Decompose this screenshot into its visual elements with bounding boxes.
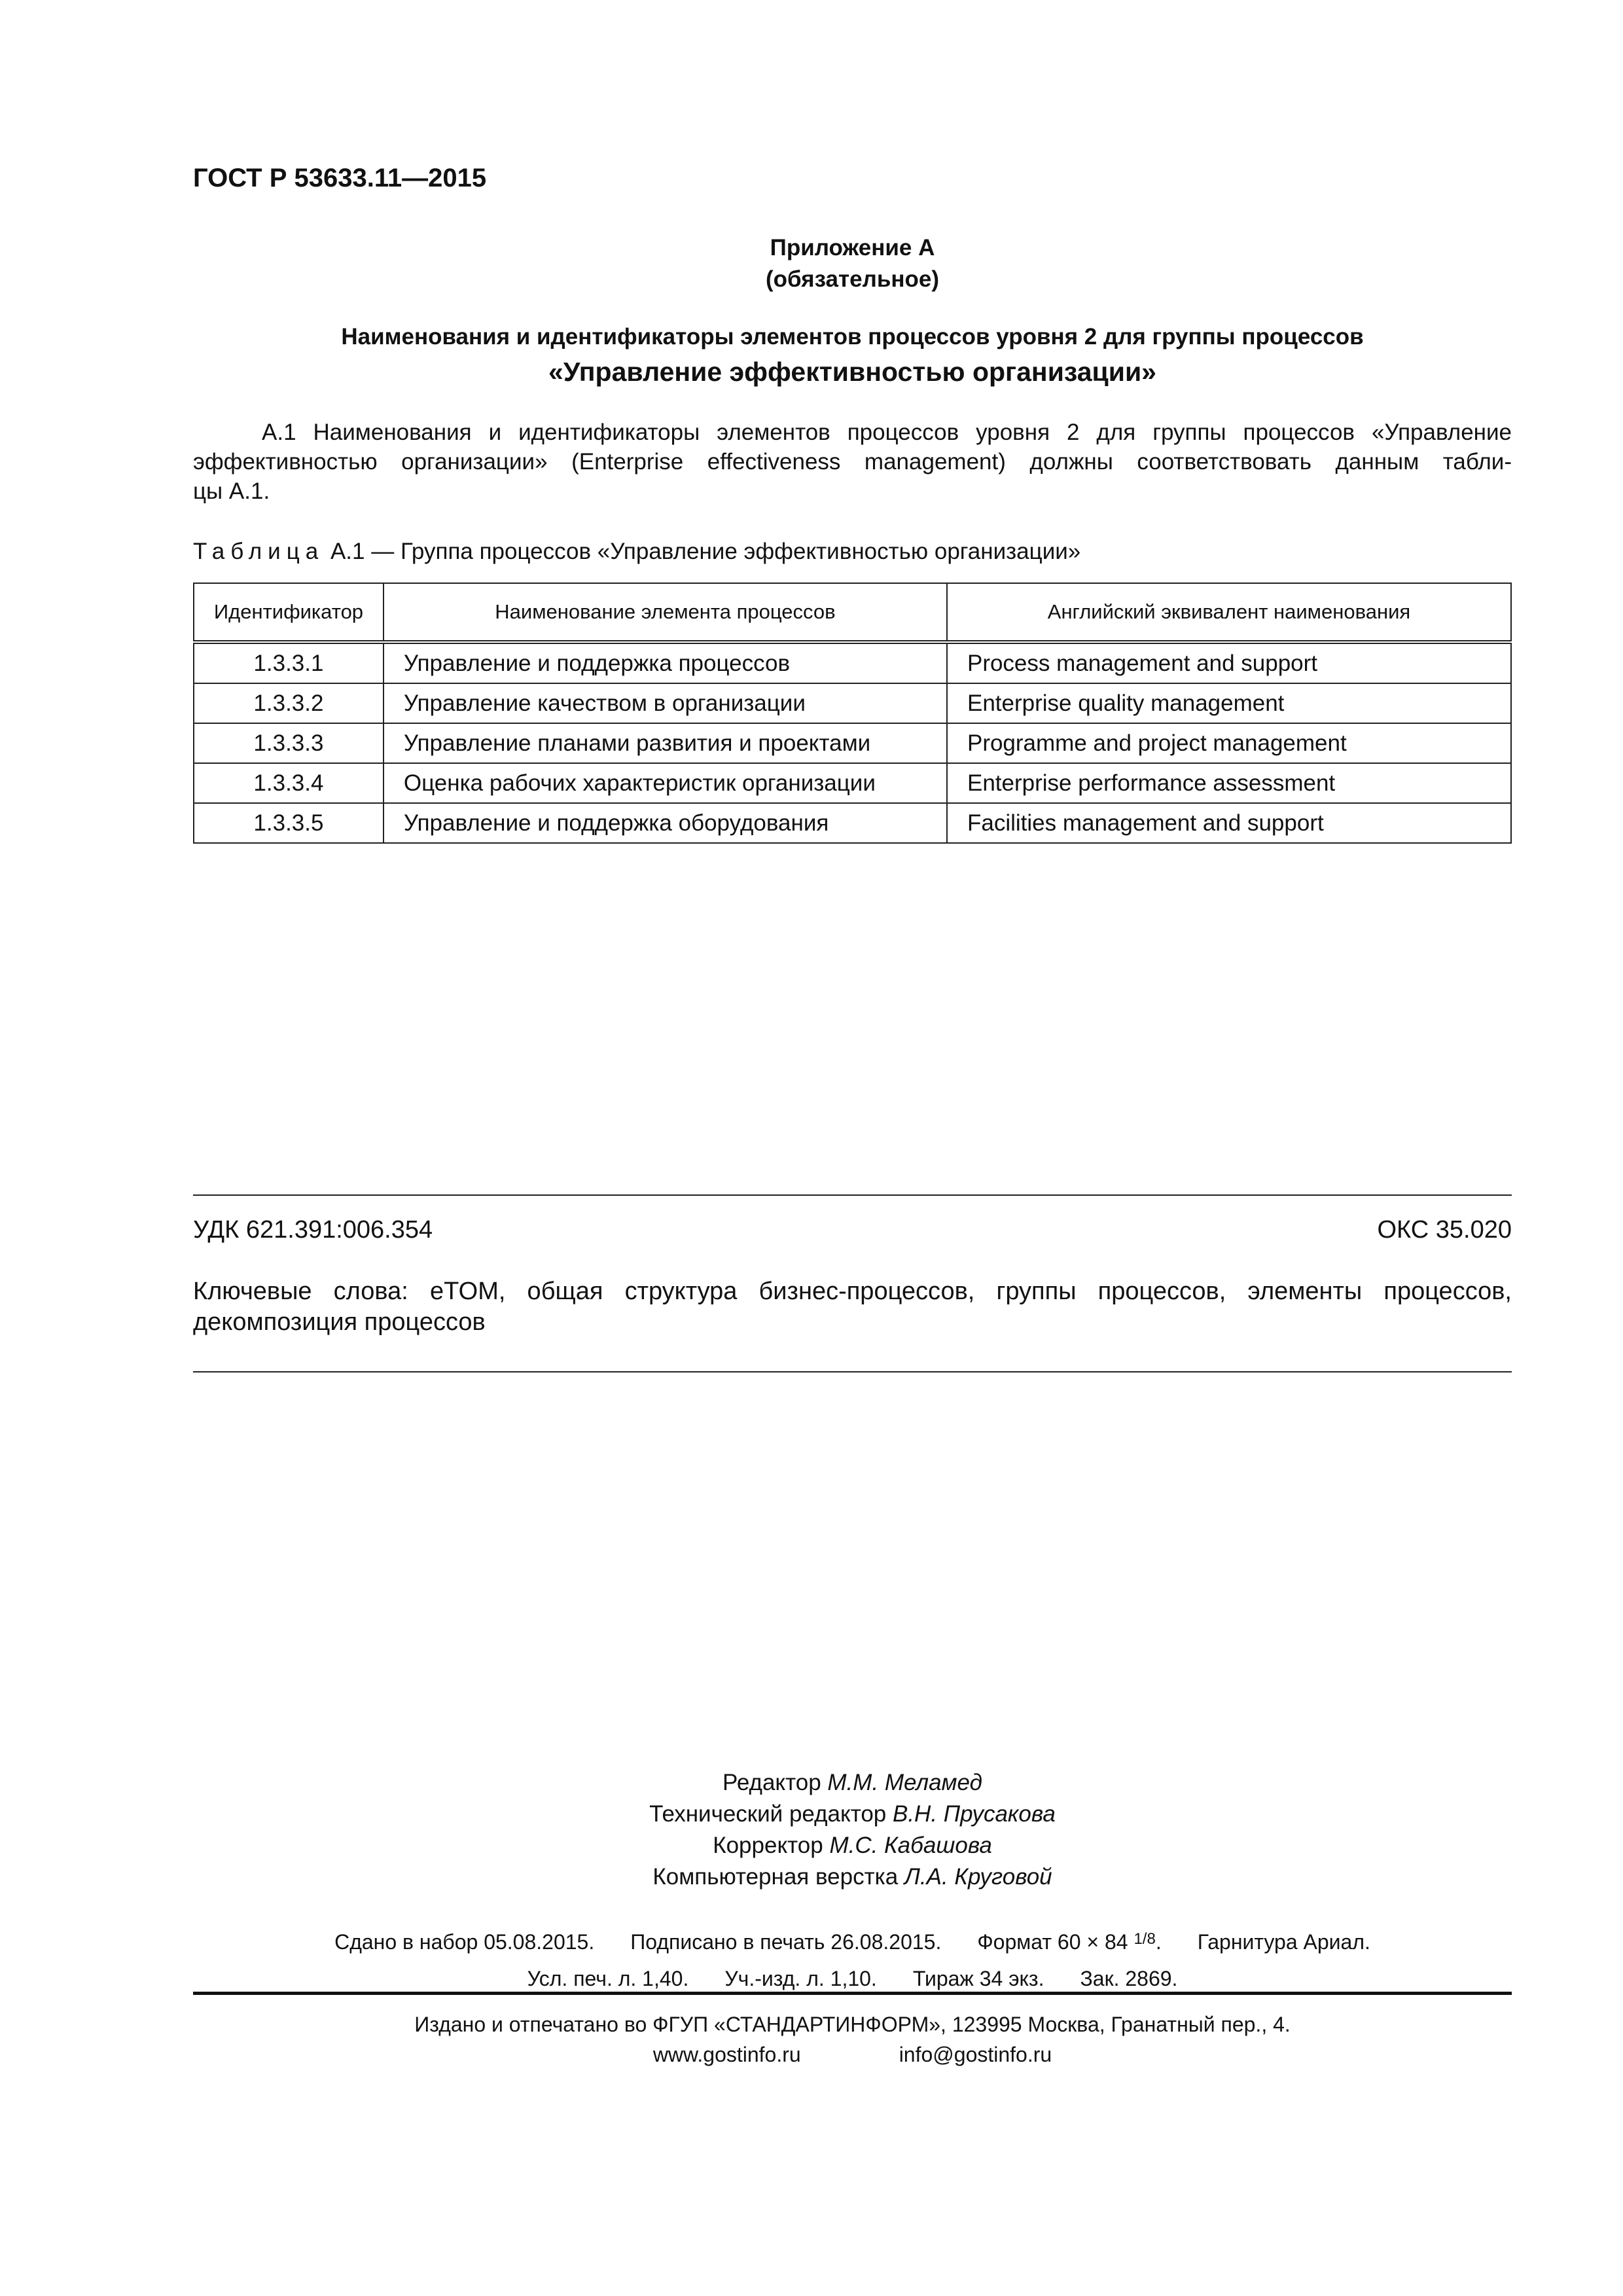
publisher-rule	[193, 1992, 1512, 1995]
keywords-line: Ключевые слова: eTOM, общая структура бизнес-процессов, группы процессов, элементы процессов,	[193, 1278, 1512, 1305]
cell-element-name: Управление качеством в организации	[383, 683, 947, 723]
imprint-circulation: Тираж 34 экз.	[912, 1967, 1044, 1990]
credit-editor	[193, 1767, 1512, 1799]
header-identifier: Идентификатор	[194, 583, 383, 642]
table-caption	[193, 539, 1080, 565]
imprint-block	[193, 1921, 1512, 1997]
table-row	[194, 723, 1511, 763]
udk-code: УДК 621.391:006.354	[193, 1216, 433, 1244]
imprint-signed: Подписано в печать 26.08.2015.	[630, 1930, 942, 1954]
publisher-email-link[interactable]: info@gostinfo.ru	[899, 2043, 1052, 2066]
imprint-line1: Сдано в набор 05.08.2015. Подписано в печать 26.08.2015. Формат 60 × 84 $^{1/8}$. Гарнитура Ариал.	[334, 1930, 1370, 1954]
table-caption-prefix: Таблица	[193, 539, 325, 564]
credits-block	[193, 1767, 1512, 1893]
cell-element-name: Оценка рабочих характеристик организации	[383, 763, 947, 803]
credit-name: В.Н. Прусакова	[892, 1801, 1056, 1827]
publisher-contacts	[193, 2039, 1512, 2070]
cell-english-equivalent: Programme and project management	[947, 723, 1511, 763]
credit-name: Л.А. Круговой	[904, 1864, 1052, 1890]
publisher-line: Издано и отпечатано во ФГУП «СТАНДАРТИНФОРМ», 123995 Москва, Гранатный пер., 4.	[414, 2013, 1291, 2036]
publisher-website-link[interactable]: www.gostinfo.ru	[652, 2043, 801, 2066]
process-table	[193, 583, 1512, 844]
credit-layout	[193, 1861, 1512, 1893]
cell-element-name: Управление и поддержка процессов	[383, 642, 947, 683]
classification-bottom-rule	[193, 1371, 1512, 1372]
header-english-equivalent: Английский эквивалент наименования	[947, 583, 1511, 642]
cell-identifier: 1.3.3.2	[194, 683, 383, 723]
imprint-order: Зак. 2869.	[1080, 1967, 1178, 1990]
header-element-name: Наименование элемента процессов	[383, 583, 947, 642]
table-row	[194, 683, 1511, 723]
appendix-heading-line1: Наименования и идентификаторы элементов процессов уровня 2 для группы процессов	[341, 324, 1364, 350]
document-code: ГОСТ Р 53633.11—2015	[193, 164, 487, 192]
paragraph-line: эффективностью организации» (Enterprise effectiveness management) должны соответствовать данным табли-	[193, 449, 1512, 475]
credit-tech-editor	[193, 1799, 1512, 1830]
imprint-submitted: Сдано в набор 05.08.2015.	[334, 1930, 595, 1954]
appendix-title-block	[193, 232, 1512, 295]
imprint-format: Формат 60 × 84	[977, 1930, 1128, 1954]
classification-top-rule	[193, 1194, 1512, 1196]
cell-identifier: 1.3.3.3	[194, 723, 383, 763]
cell-element-name: Управление и поддержка оборудования	[383, 803, 947, 843]
clause-paragraph	[193, 418, 1512, 506]
imprint-typeface: Гарнитура Ариал.	[1197, 1930, 1370, 1954]
oks-code: ОКС 35.020	[1377, 1216, 1512, 1244]
imprint-format-fraction: 1/8	[1133, 1930, 1156, 1948]
keywords-line: декомпозиция процессов	[193, 1308, 486, 1336]
imprint-pub-sheets: Уч.-изд. л. 1,10.	[724, 1967, 877, 1990]
appendix-heading	[193, 321, 1512, 390]
paragraph-line: цы А.1.	[193, 478, 270, 504]
credit-name: М.М. Меламед	[827, 1770, 982, 1795]
credit-label: Корректор	[713, 1833, 830, 1858]
cell-english-equivalent: Enterprise performance assessment	[947, 763, 1511, 803]
table-row	[194, 763, 1511, 803]
table-header-row	[194, 583, 1511, 642]
cell-english-equivalent: Enterprise quality management	[947, 683, 1511, 723]
cell-english-equivalent: Process management and support	[947, 642, 1511, 683]
cell-identifier: 1.3.3.1	[194, 642, 383, 683]
cell-element-name: Управление планами развития и проектами	[383, 723, 947, 763]
table-row	[194, 642, 1511, 683]
credit-name: М.С. Кабашова	[829, 1833, 992, 1858]
appendix-heading-line2: «Управление эффективностью организации»	[548, 357, 1156, 387]
credit-proofreader	[193, 1830, 1512, 1861]
appendix-title: Приложение А	[770, 235, 935, 260]
cell-identifier: 1.3.3.4	[194, 763, 383, 803]
publisher-block	[193, 2009, 1512, 2070]
credit-label: Компьютерная верстка	[652, 1864, 904, 1890]
credit-label: Редактор	[722, 1770, 828, 1795]
table-row	[194, 803, 1511, 843]
paragraph-line: А.1 Наименования и идентификаторы элементов процессов уровня 2 для группы процессов «Управление	[262, 420, 1512, 445]
imprint-sheets: Усл. печ. л. 1,40.	[527, 1967, 689, 1990]
cell-english-equivalent: Facilities management and support	[947, 803, 1511, 843]
keywords	[193, 1276, 1512, 1338]
appendix-status: (обязательное)	[765, 266, 939, 292]
credit-label: Технический редактор	[649, 1801, 893, 1827]
cell-identifier: 1.3.3.5	[194, 803, 383, 843]
table-caption-text: А.1 — Группа процессов «Управление эффективностью организации»	[324, 539, 1081, 564]
